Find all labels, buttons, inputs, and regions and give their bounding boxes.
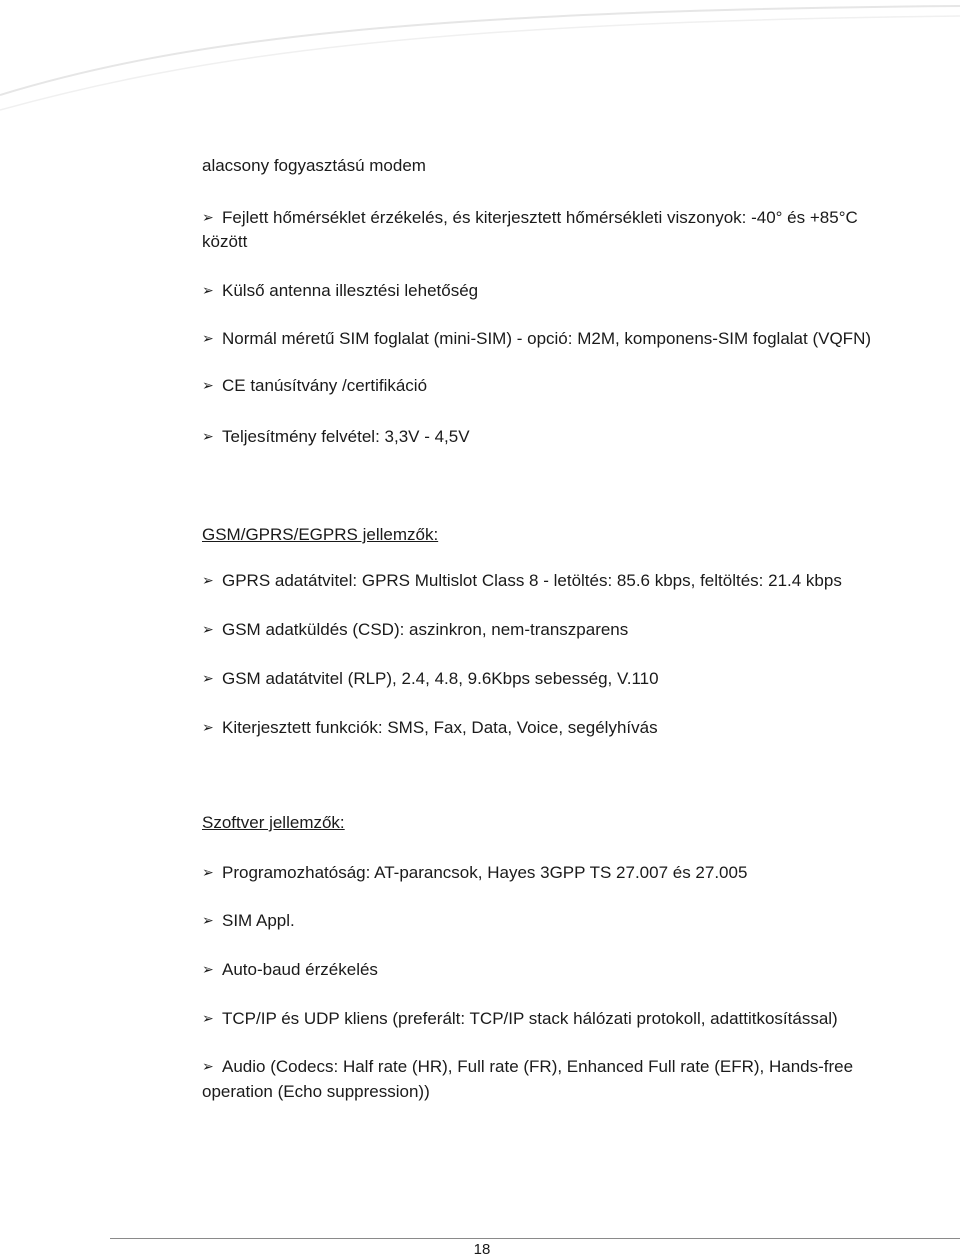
list-item-text: Audio (Codecs: Half rate (HR), Full rate (FR), Enhanced Full rate (EFR), Hands-free (222, 1057, 854, 1076)
intro-line: alacsony fogyasztású modem (202, 156, 426, 175)
list-item (202, 859, 747, 886)
list-item (202, 907, 295, 934)
list-item-continuation: között (202, 232, 248, 251)
arrow-bullet-icon: ➢ (202, 670, 214, 686)
list-item (202, 665, 659, 692)
list-item (202, 1053, 853, 1080)
page-curl-decoration (0, 0, 960, 120)
list-item-text: SIM Appl. (222, 911, 295, 930)
list-item (202, 325, 871, 352)
list-item-text: GPRS adatátvitel: GPRS Multislot Class 8 - letöltés: 85.6 kbps, feltöltés: 21.4 kbps (222, 571, 842, 590)
list-item-text: Programozhatóság: AT-parancsok, Hayes 3GPP TS 27.007 és 27.005 (222, 863, 748, 882)
list-item-text: Külső antenna illesztési lehetőség (222, 281, 479, 300)
list-item-text: Normál méretű SIM foglalat (mini-SIM) - opció: M2M, komponens-SIM foglalat (VQFN) (222, 329, 872, 348)
arrow-bullet-icon: ➢ (202, 282, 214, 298)
list-item (202, 277, 478, 304)
page-number (0, 1241, 960, 1259)
list-item (202, 1005, 838, 1032)
footer-divider (110, 1238, 960, 1239)
arrow-bullet-icon: ➢ (202, 1010, 214, 1026)
page-number-text: 18 (473, 1241, 491, 1258)
arrow-bullet-icon: ➢ (202, 572, 214, 588)
arrow-bullet-icon: ➢ (202, 719, 214, 735)
list-item (202, 616, 628, 643)
list-item-text: Fejlett hőmérséklet érzékelés, és kiterjesztett hőmérsékleti viszonyok: -40° és +85°C (222, 208, 858, 227)
list-item-text: TCP/IP és UDP kliens (preferált: TCP/IP stack hálózati protokoll, adattitkosítással) (222, 1009, 838, 1028)
list-item (202, 423, 470, 450)
list-item-text: Teljesítmény felvétel: 3,3V - 4,5V (222, 427, 470, 446)
list-item-text: GSM adatátvitel (RLP), 2.4, 4.8, 9.6Kbps sebesség, V.110 (222, 669, 659, 688)
arrow-bullet-icon: ➢ (202, 330, 214, 346)
list-item-text: GSM adatküldés (CSD): aszinkron, nem-transzparens (222, 620, 629, 639)
list-item (202, 714, 658, 741)
list-item-text: Kiterjesztett funkciók: SMS, Fax, Data, Voice, segélyhívás (222, 718, 658, 737)
arrow-bullet-icon: ➢ (202, 1058, 214, 1074)
arrow-bullet-icon: ➢ (202, 912, 214, 928)
section-heading-software: Szoftver jellemzők: (202, 813, 345, 832)
arrow-bullet-icon: ➢ (202, 621, 214, 637)
list-item (202, 567, 842, 594)
list-item-text: Auto-baud érzékelés (222, 960, 378, 979)
list-item (202, 372, 427, 399)
list-item-continuation: operation (Echo suppression)) (202, 1082, 430, 1101)
arrow-bullet-icon: ➢ (202, 864, 214, 880)
arrow-bullet-icon: ➢ (202, 209, 214, 225)
arrow-bullet-icon: ➢ (202, 428, 214, 444)
list-item-text: CE tanúsítvány /certifikáció (222, 376, 428, 395)
section-heading-gsm: GSM/GPRS/EGPRS jellemzők: (202, 525, 439, 544)
arrow-bullet-icon: ➢ (202, 961, 214, 977)
list-item (202, 956, 378, 983)
list-item (202, 204, 858, 231)
arrow-bullet-icon: ➢ (202, 377, 214, 393)
